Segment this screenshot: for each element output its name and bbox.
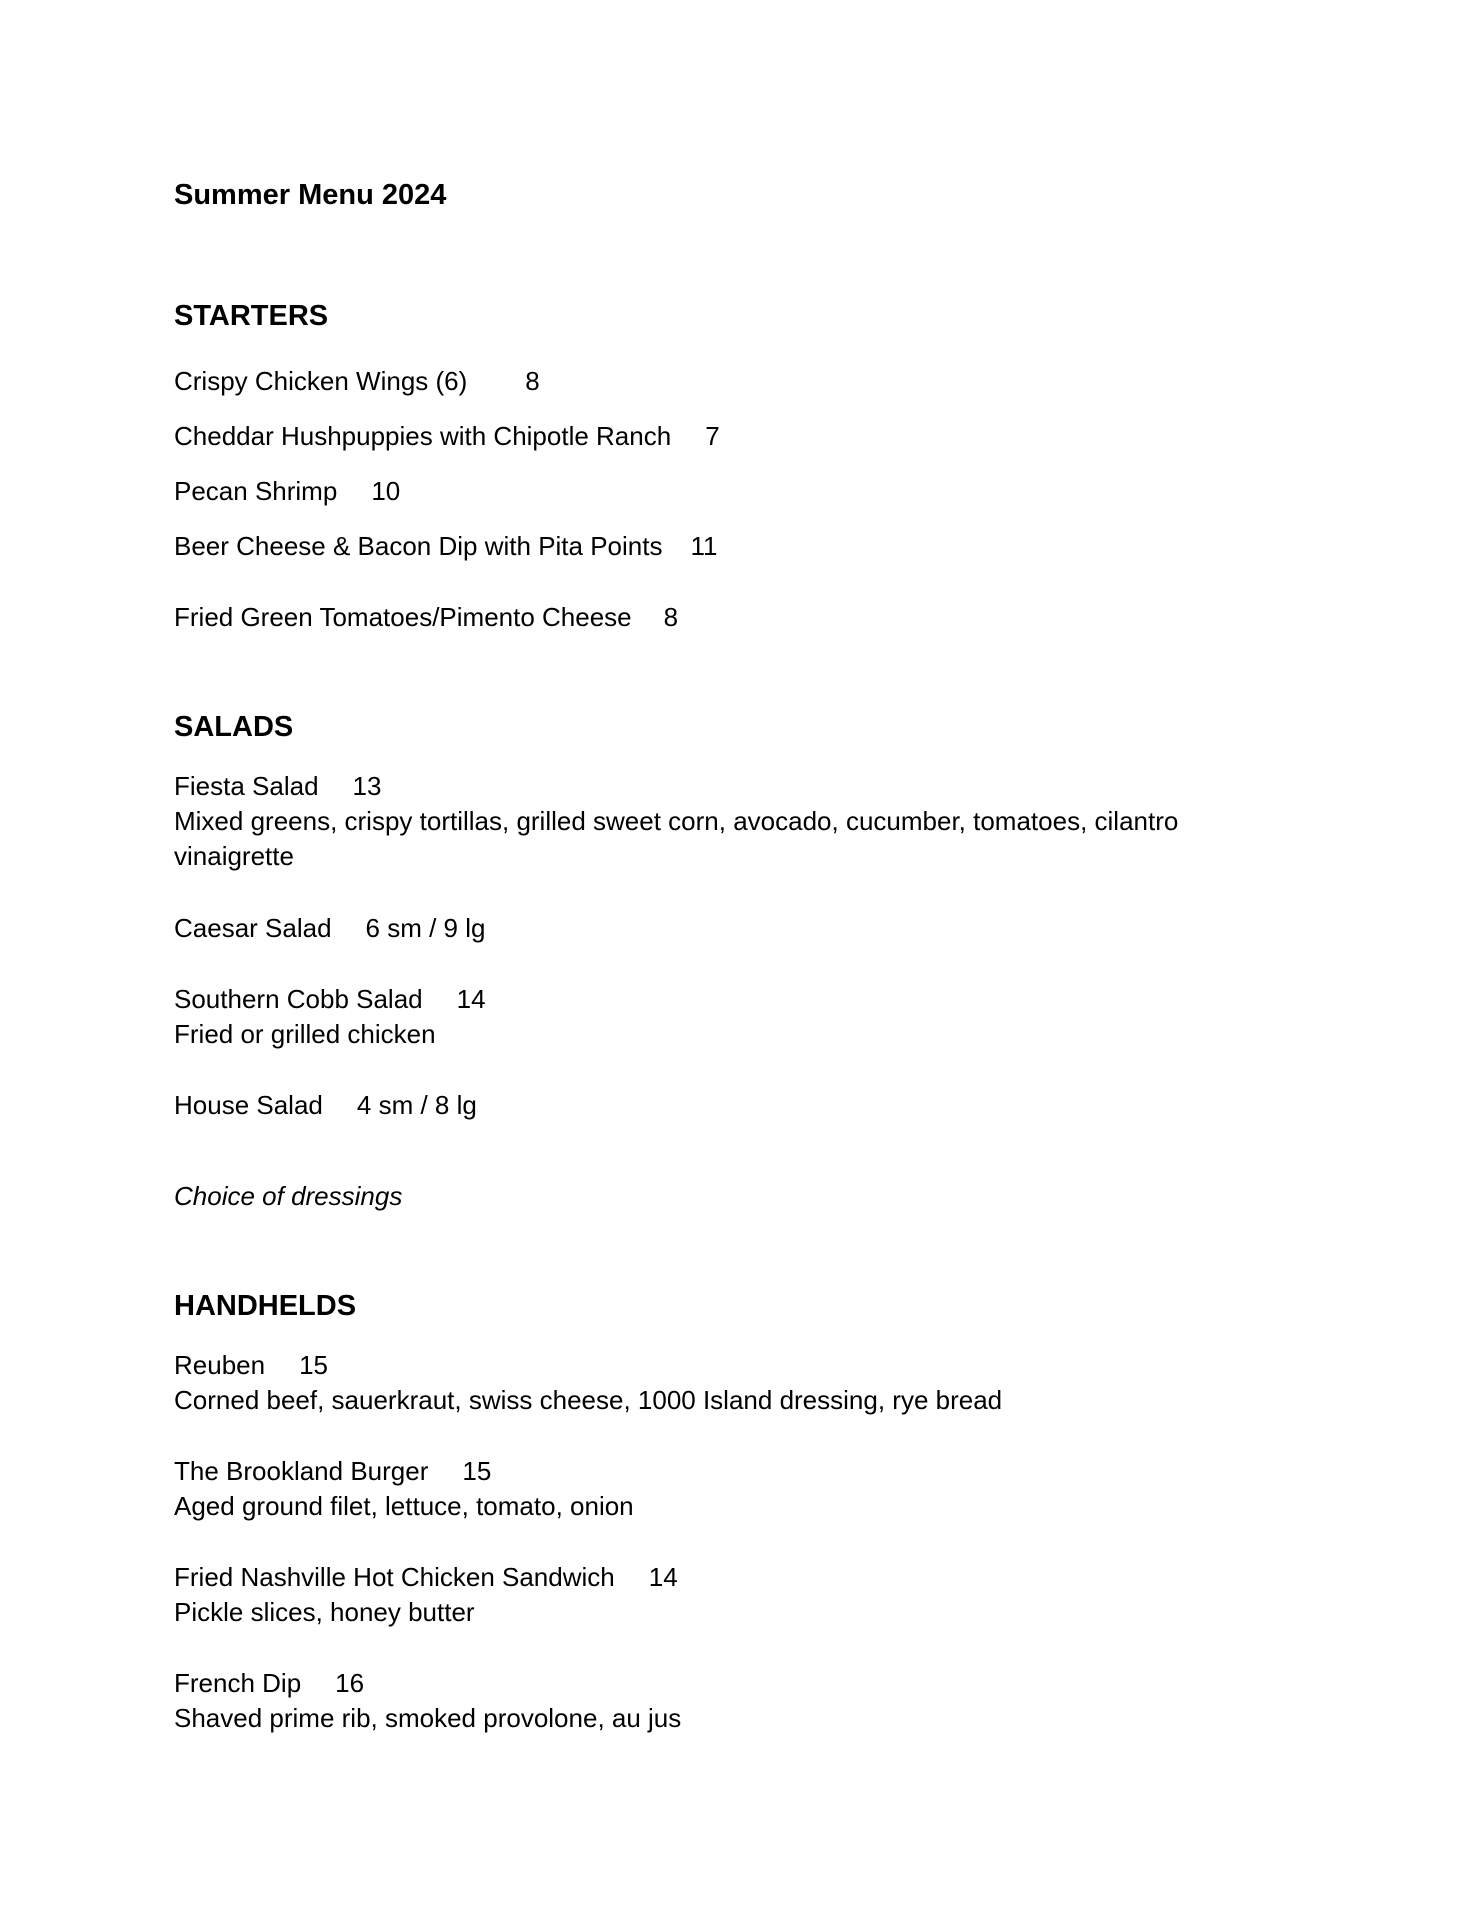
item-price: 11 — [690, 531, 718, 561]
item-price: 14 — [648, 1562, 678, 1592]
menu-item — [174, 982, 486, 1016]
menu-item — [174, 1088, 477, 1122]
item-description: Shaved prime rib, smoked provolone, au jus — [174, 1703, 682, 1733]
menu-item — [174, 1454, 491, 1488]
item-name: House Salad — [174, 1090, 323, 1120]
item-name: Reuben — [174, 1350, 266, 1380]
item-description: Pickle slices, honey butter — [174, 1597, 475, 1627]
item-description: vinaigrette — [174, 841, 294, 871]
dressing-note: Choice of dressings — [174, 1181, 403, 1211]
menu-item — [174, 1348, 328, 1382]
item-name: Pecan Shrimp — [174, 476, 338, 506]
item-price: 14 — [456, 984, 486, 1014]
item-name: Fried Nashville Hot Chicken Sandwich — [174, 1562, 615, 1592]
menu-item — [174, 769, 381, 803]
item-name: Cheddar Hushpuppies with Chipotle Ranch — [174, 421, 672, 451]
item-name: Beer Cheese & Bacon Dip with Pita Points — [174, 531, 663, 561]
item-price: 16 — [335, 1668, 365, 1698]
item-price: 10 — [371, 476, 401, 506]
menu-item — [174, 529, 717, 563]
item-name: Caesar Salad — [174, 913, 332, 943]
menu-item — [174, 474, 400, 508]
item-description: Aged ground filet, lettuce, tomato, onion — [174, 1491, 634, 1521]
item-name: Southern Cobb Salad — [174, 984, 423, 1014]
menu-item — [174, 1666, 364, 1700]
item-description: Corned beef, sauerkraut, swiss cheese, 1000 Island dressing, rye bread — [174, 1385, 1003, 1415]
page-title: Summer Menu 2024 — [174, 179, 447, 211]
item-description: Mixed greens, crispy tortillas, grilled sweet corn, avocado, cucumber, tomatoes, cilantro — [174, 806, 1179, 836]
menu-item — [174, 600, 678, 634]
menu-item — [174, 911, 485, 945]
item-price: 15 — [462, 1456, 492, 1486]
menu-item — [174, 1560, 678, 1594]
item-price: 8 — [525, 366, 540, 396]
item-price: 6 sm / 9 lg — [365, 913, 486, 943]
section-heading-starters: STARTERS — [174, 300, 329, 332]
item-name: Fried Green Tomatoes/Pimento Cheese — [174, 602, 632, 632]
item-name: Fiesta Salad — [174, 771, 319, 801]
item-description: Fried or grilled chicken — [174, 1019, 436, 1049]
menu-item — [174, 419, 720, 453]
section-heading-handhelds: HANDHELDS — [174, 1290, 357, 1322]
item-price: 8 — [663, 602, 679, 632]
menu-item — [174, 364, 540, 398]
item-name: French Dip — [174, 1668, 302, 1698]
item-price: 4 sm / 8 lg — [356, 1090, 477, 1120]
section-heading-salads: SALADS — [174, 711, 294, 743]
item-name: Crispy Chicken Wings (6) — [174, 366, 468, 396]
item-price: 15 — [299, 1350, 328, 1380]
item-price: 13 — [352, 771, 382, 801]
item-price: 7 — [705, 421, 720, 451]
item-name: The Brookland Burger — [174, 1456, 429, 1486]
